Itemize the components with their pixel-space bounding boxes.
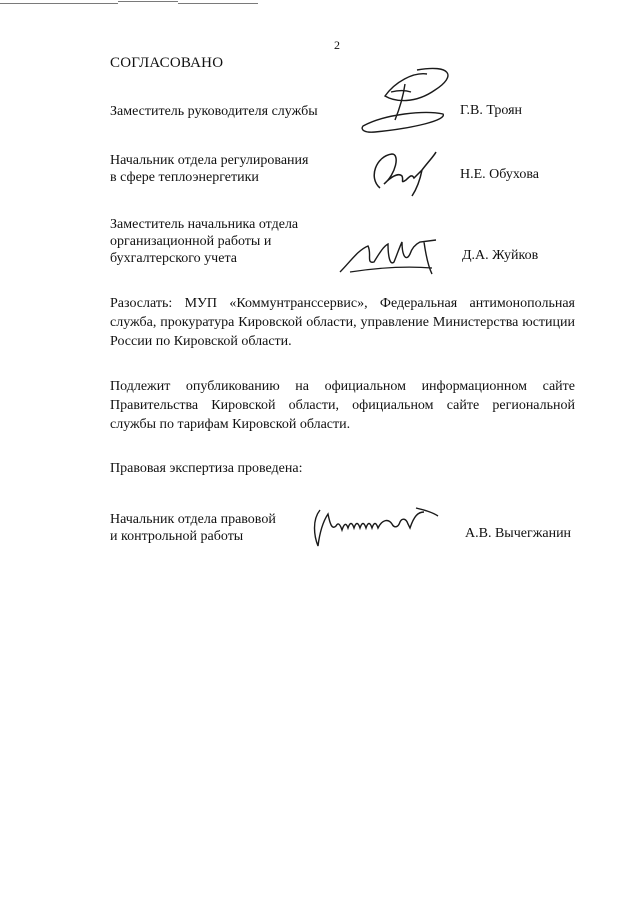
approver-name: Г.В. Троян bbox=[460, 103, 523, 118]
approver-title-line: в сфере теплоэнергетики bbox=[110, 170, 259, 185]
legal-signer-name: А.В. Вычегжанин bbox=[465, 526, 572, 541]
page-number: 2 bbox=[334, 38, 340, 52]
signature-image bbox=[362, 148, 442, 198]
publication-note: Подлежит опубликованию на официальном информационном сайте Правительства Кировской области, официальном сайте региональной службы по тарифам Кировской области. bbox=[110, 379, 575, 432]
legal-review-text: Правовая экспертиза проведена: bbox=[110, 461, 303, 476]
approver-title bbox=[110, 103, 318, 120]
scan-artifact-line bbox=[118, 1, 178, 2]
approver-title-line: Заместитель руководителя службы bbox=[110, 104, 318, 119]
scan-artifact-line bbox=[0, 3, 118, 4]
scan-artifact-line bbox=[178, 3, 258, 4]
approver-title bbox=[110, 152, 308, 186]
legal-review-note bbox=[110, 460, 302, 477]
legal-signer-title-line: и контрольной работы bbox=[110, 529, 244, 544]
approver-title-line: Заместитель начальника отдела bbox=[110, 217, 299, 232]
approver-title-line: бухгалтерского учета bbox=[110, 251, 237, 266]
legal-signer-title bbox=[110, 511, 276, 545]
approver-name: Д.А. Жуйков bbox=[462, 248, 539, 263]
approver-title-line: организационной работы и bbox=[110, 234, 272, 249]
signature-image bbox=[336, 232, 446, 280]
approver-title bbox=[110, 216, 298, 267]
distribution-list: Разослать: МУП «Коммунтранссервис», Федеральная антимонопольная служба, прокуратура Кировской области, управление Министерства юстиции России по Кировской области. bbox=[110, 296, 575, 349]
approver-name: Н.Е. Обухова bbox=[460, 167, 539, 182]
approval-heading: СОГЛАСОВАНО bbox=[110, 55, 224, 71]
signature-image bbox=[355, 62, 465, 142]
legal-signer-title-line: Начальник отдела правовой bbox=[110, 512, 276, 527]
signature-image bbox=[306, 500, 446, 550]
approver-title-line: Начальник отдела регулирования bbox=[110, 153, 309, 168]
